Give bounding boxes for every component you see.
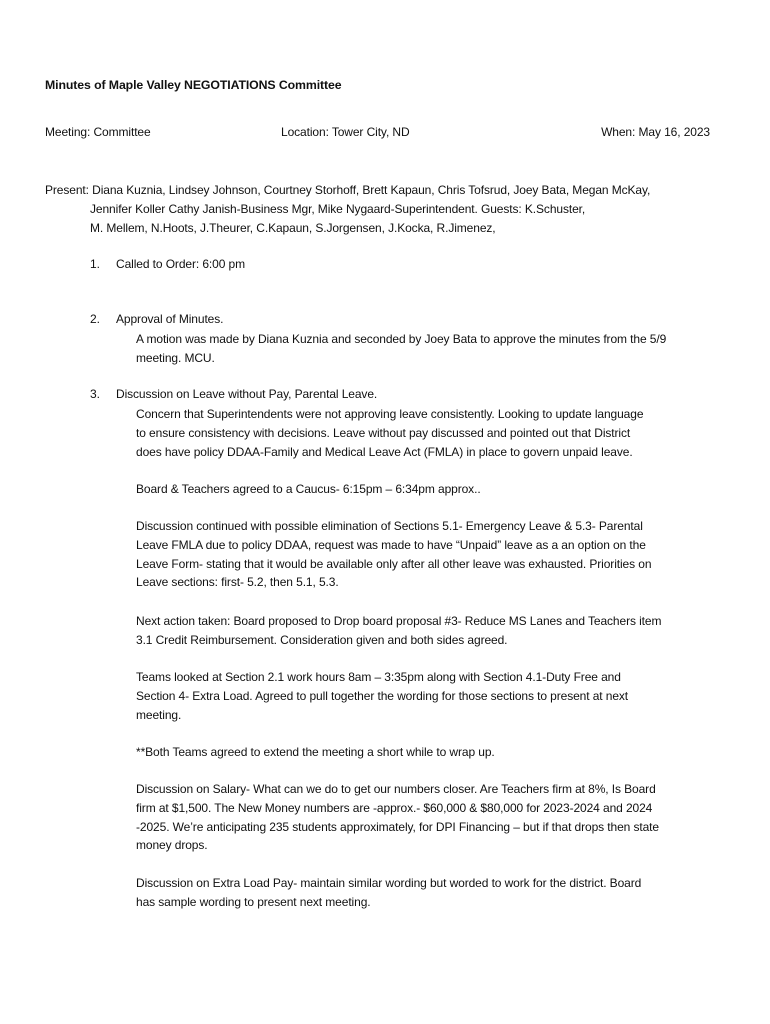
paragraph-line: has sample wording to present next meeting. <box>136 894 371 909</box>
paragraph-line: Leave sections: first- 5.2, then 5.1, 5.3. <box>136 575 339 590</box>
agenda-item-number: 1. <box>90 257 100 271</box>
salary-paragraph <box>136 780 726 855</box>
paragraph-line: Teams looked at Section 2.1 work hours 8am – 3:35pm along with Section 4.1-Duty Free and <box>136 670 621 684</box>
paragraph-line: 3.1 Credit Reimbursement. Consideration given and both sides agreed. <box>136 632 508 647</box>
paragraph-line: Section 4- Extra Load. Agreed to pull together the wording for those sections to present at next <box>136 688 629 703</box>
meeting-location: Location: Tower City, ND <box>281 125 410 139</box>
paragraph-line: to ensure consistency with decisions. Leave without pay discussed and pointed out that District <box>136 425 631 440</box>
paragraph-line: **Both Teams agreed to extend the meeting a short while to wrap up. <box>136 745 495 759</box>
attendees-list <box>45 181 735 237</box>
extend-paragraph <box>136 743 726 762</box>
paragraph-line: does have policy DDAA-Family and Medical Leave Act (FMLA) in place to govern unpaid leave. <box>136 444 633 459</box>
next-action-paragraph <box>136 612 726 650</box>
paragraph-line: Discussion on Salary- What can we do to get our numbers closer. Are Teachers firm at 8%, Is Board <box>136 782 656 796</box>
meeting-type: Meeting: Committee <box>45 125 151 139</box>
caucus-paragraph <box>136 480 726 499</box>
discussion-paragraph <box>136 517 726 592</box>
paragraph-line: Discussion continued with possible elimination of Sections 5.1- Emergency Leave & 5.3- Parental <box>136 519 643 533</box>
approval-paragraph <box>136 330 726 368</box>
paragraph-line: Concern that Superintendents were not approving leave consistently. Looking to update language <box>136 407 644 421</box>
concern-paragraph <box>136 405 726 461</box>
agenda-item-number: 2. <box>90 312 100 326</box>
paragraph-line: Leave FMLA due to policy DDAA, request was made to have “Unpaid” leave as a an option on the <box>136 537 646 552</box>
paragraph-line: -2025. We’re anticipating 235 students approximately, for DPI Financing – but if that drops then state <box>136 819 659 834</box>
agenda-item-heading: Called to Order: 6:00 pm <box>116 257 245 271</box>
paragraph-line: Next action taken: Board proposed to Drop board proposal #3- Reduce MS Lanes and Teachers item <box>136 614 662 628</box>
attendees-line: Jennifer Koller Cathy Janish-Business Mgr, Mike Nygaard-Superintendent. Guests: K.Schuster, <box>90 201 586 216</box>
paragraph-line: A motion was made by Diana Kuznia and seconded by Joey Bata to approve the minutes from the 5/9 <box>136 332 667 346</box>
attendees-line: M. Mellem, N.Hoots, J.Theurer, C.Kapaun, S.Jorgensen, J.Kocka, R.Jimenez, <box>90 220 496 235</box>
extra-load-paragraph <box>136 874 726 912</box>
document-title: Minutes of Maple Valley NEGOTIATIONS Committee <box>45 78 342 92</box>
meeting-date: When: May 16, 2023 <box>601 125 710 139</box>
paragraph-line: firm at $1,500. The New Money numbers are -approx.- $60,000 & $80,000 for 2023-2024 and 2024 <box>136 800 653 815</box>
teams-paragraph <box>136 668 726 724</box>
paragraph-line: meeting. MCU. <box>136 350 215 365</box>
attendees-line: Present: Diana Kuznia, Lindsey Johnson, Courtney Storhoff, Brett Kapaun, Chris Tofsrud, Joey Bata, Megan McKay, <box>45 183 651 197</box>
agenda-item-heading: Approval of Minutes. <box>116 312 224 326</box>
paragraph-line: Discussion on Extra Load Pay- maintain similar wording but worded to work for the district. Board <box>136 876 642 890</box>
paragraph-line: Board & Teachers agreed to a Caucus- 6:15pm – 6:34pm approx.. <box>136 482 481 496</box>
agenda-item-number: 3. <box>90 387 100 401</box>
paragraph-line: meeting. <box>136 707 182 722</box>
paragraph-line: money drops. <box>136 838 208 853</box>
paragraph-line: Leave Form- stating that it would be available only after all other leave was exhausted. Priorities on <box>136 556 652 571</box>
agenda-item-heading: Discussion on Leave without Pay, Parental Leave. <box>116 387 378 401</box>
